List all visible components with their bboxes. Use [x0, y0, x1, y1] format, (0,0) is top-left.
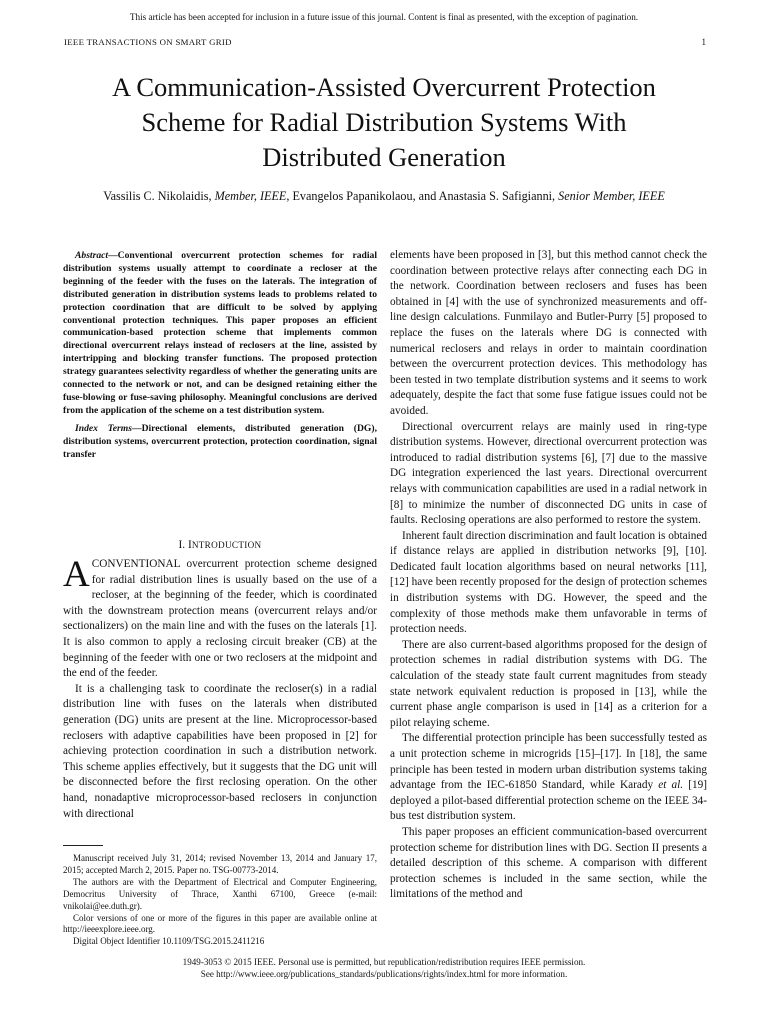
left-column-body — [63, 554, 377, 822]
index-terms-text: —Directional elements, distributed generation (DG), distribution systems, overcurrent protection, protection coordination, signal transfer — [63, 422, 377, 460]
footnote-color-versions: Color versions of one or more of the figures in this paper are available online at http://ieeexplore.ieee.org. — [63, 912, 377, 935]
footnote-affiliation: The authors are with the Department of Electrical and Computer Engineering, Democritus University of Thrace, Xanthi 67100, Greece (e-mail: vnikolai@ee.duth.gr). — [63, 876, 377, 911]
section-title-initial: I — [188, 539, 192, 551]
abstract — [63, 250, 377, 418]
right-paragraph-4: There are also current-based algorithms proposed for the design of protection schemes in radial distribution systems with DG. The calculation of the steady state fault current magnitudes from steady state network equivalent reduction is proposed in [13], while the current phase angle comparison is used in [14] as a criterion for a pilot relaying scheme. — [390, 638, 707, 729]
right-paragraph-5-part-1: The differential protection principle has been successfully tested as a unit protection scheme in microgrids [15]–[17]. In [18], the same principle has been tested in modern urban distribution systems taking advantage from the IEC-61850 Standard, while Karady — [390, 732, 707, 792]
section-heading-introduction — [63, 539, 377, 551]
author-2-3: , Evangelos Papanikolaou, and Anastasia S. Safigianni, — [286, 189, 556, 203]
abstract-label: Abstract — [75, 250, 109, 261]
permissions-line: See http://www.ieee.org/publications_standards/publications/rights/index.html for more information. — [200, 969, 568, 979]
index-terms — [63, 423, 377, 462]
et-al: et al. — [658, 779, 684, 792]
footnotes — [63, 853, 377, 948]
footnote-doi: Digital Object Identifier 10.1109/TSG.2015.2411216 — [73, 936, 265, 947]
section-number: I. — [178, 539, 186, 551]
right-paragraph-1: elements have been proposed in [3], but this method cannot check the coordination between protective relays after connecting each DG in the network. Coordination between reclosers and fuses has been obtained in [4] with the use of synchronized measurements and off-line design calculations. Funmilayo and Butler-Purry [5] proposed to replace the fuses on the laterals where DG is connected with numerical reclosers and relays in order to maintain coordination between the overcurrent protection devices. This methodology has been tested in two template distribution systems and it seems to work adequately, despite the fact that some fuse fatigue issues could not be avoided. — [390, 249, 707, 417]
journal-name: IEEE TRANSACTIONS ON SMART GRID — [64, 37, 232, 47]
abstract-text: —Conventional overcurrent protection schemes for radial distribution systems usually attempt to coordinate a recloser at the beginning of the feeder with the fuses on the laterals. The integration of distributed generation in distribution systems leads to problems related to protection coordination that are difficult to be solved by applying conventional protection techniques. This paper proposes an efficient communication-based protection scheme that implements common directional overcurrent relays instead of reclosers at the line, assisted by intertripping and blocking transfer functions. The proposed protection strategy guarantees selectivity regardless of whether the generating units are connected to the network or not, and can be designed retaining either the fuse-blowing or fuse-saving philosophy. Meaningful conclusions are derived from the application of the scheme on a test distribution system. — [63, 250, 377, 416]
right-paragraph-3: Inherent fault direction discrimination and fault location is obtained if distance relays are applied in distribution networks [9], [10]. Dedicated fault location algorithms based on neural networks [11], [12] have been recently proposed for the design of protection schemes in distribution systems with DG. However, the speed and the complexity of those methods make them unfavorable in terms of protection needs. — [390, 529, 707, 636]
title-line-2: Scheme for Radial Distribution Systems With — [141, 107, 627, 137]
right-column-body — [390, 248, 707, 903]
footnote-manuscript: Manuscript received July 31, 2014; revised November 13, 2014 and January 17, 2015; accepted March 2, 2015. Paper no. TSG-00773-2014. — [63, 853, 377, 875]
intro-lead-word: CONVENTIONAL — [91, 558, 181, 570]
author-1-membership: Member, IEEE — [214, 189, 287, 203]
abstract-block — [63, 250, 377, 462]
title-line-3: Distributed Generation — [262, 142, 506, 172]
section-title-rest: NTRODUCTION — [191, 540, 262, 550]
right-paragraph-5 — [390, 731, 707, 825]
intro-paragraph-1 — [63, 554, 377, 682]
footnote-divider — [63, 845, 103, 846]
intro-paragraph-2: It is a challenging task to coordinate the recloser(s) in a radial distribution line with fuses on the laterals when distributed generation (DG) units are present at the line. Microprocessor-based reclosers with adaptive capabilities have been proposed in [2] for achieving protection coordination in such a distribution network. This scheme applies effectively, but it suggests that the DG unit will be disconnected before the first reclosing operation. On the other hand, nonadaptive microprocessor-based reclosers in conjunction with directional — [63, 682, 377, 820]
acceptance-notice: This article has been accepted for inclusion in a future issue of this journal. Content is final as presented, with the exception of pagination. — [129, 12, 639, 22]
title-line-1: A Communication-Assisted Overcurrent Protection — [112, 72, 656, 102]
page-number: 1 — [701, 37, 706, 47]
intro-text-1: overcurrent protection scheme designed for radial distribution lines is usually based on the use of a recloser, at the beginning of the feeder, which is coordinated with the downstream protection means (overcurrent relays and/or sectionalizers) on the main line and with the fuses on the laterals [1]. It is also common to apply a reclosing circuit breaker (CB) at the beginning of the feeder with one or two reclosers at the midpoint and the end of the feeder. — [63, 558, 377, 680]
copyright-line: 1949-3053 © 2015 IEEE. Personal use is permitted, but republication/redistribution requires IEEE permission. — [182, 957, 586, 967]
author-list — [40, 189, 728, 204]
author-1: Vassilis C. Nikolaidis, — [103, 189, 212, 203]
right-paragraph-5-part-2: [19] deployed a pilot-based differential protection scheme on the IEEE 34-bus test distribution system. — [390, 779, 707, 823]
paper-title — [40, 70, 728, 175]
right-paragraph-2: Directional overcurrent relays are mainly used in ring-type distribution systems. However, directional overcurrent protection was introduced to radial distribution systems [6], [7] due to the massive DG integration experienced the last years. Directional overcurrent relays with communication capabilities are used in a radial network in [8] to minimize the number of disconnected DG units in case of faults. Reclosing operations are also performed to restore the system. — [390, 420, 707, 527]
drop-cap: A — [63, 554, 90, 595]
index-terms-label: Index Terms — [75, 422, 132, 434]
copyright-footer — [0, 956, 768, 980]
right-paragraph-6: This paper proposes an efficient communication-based overcurrent protection scheme for distribution lines with DG. Section II presents a detailed description of this scheme. A comparison with different protection schemes is included in the same section, while the limitations of the method and — [390, 825, 707, 901]
author-3-membership: Senior Member, IEEE — [558, 189, 665, 203]
